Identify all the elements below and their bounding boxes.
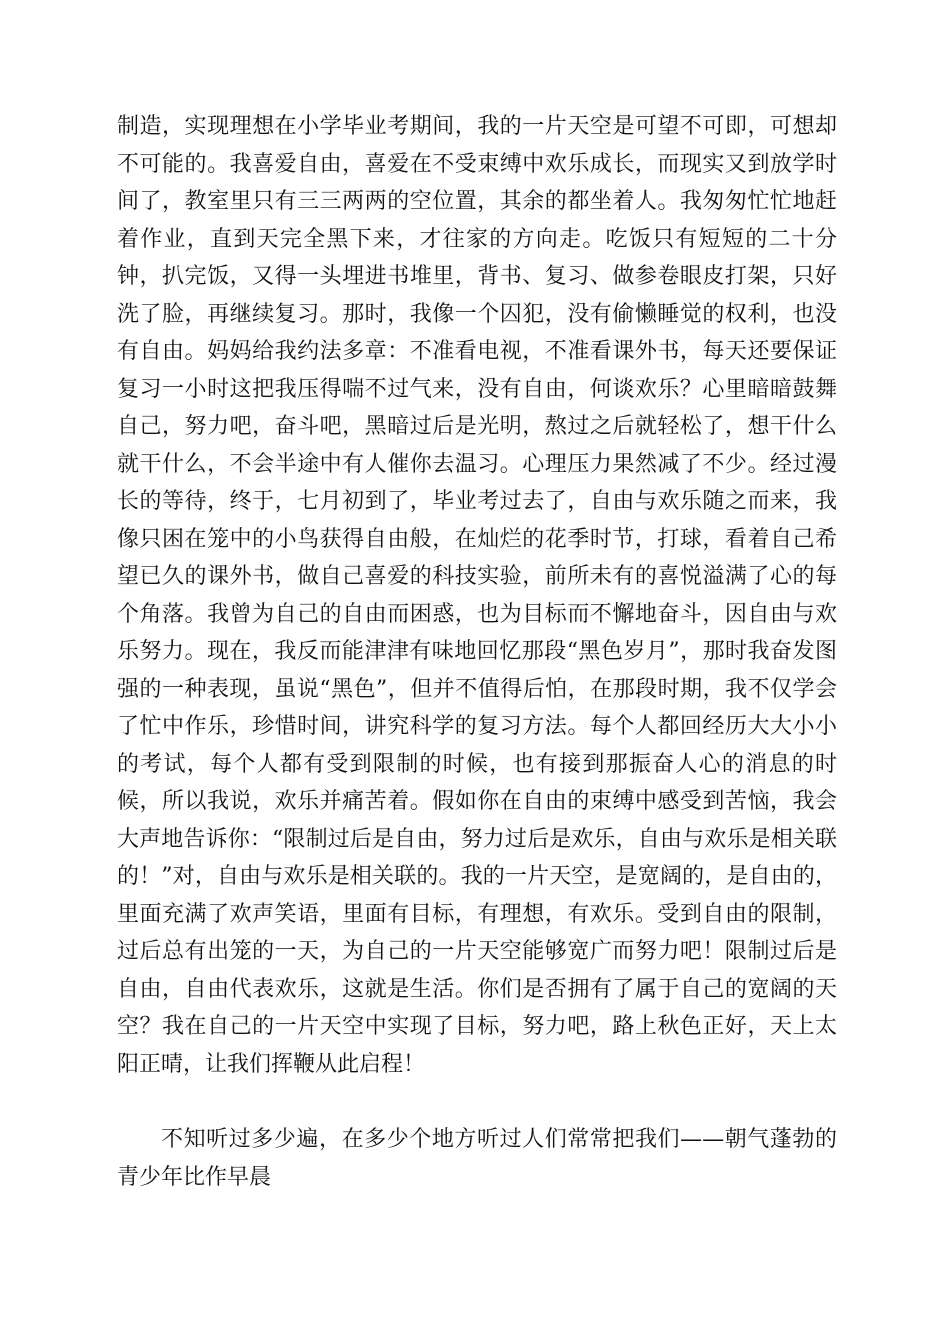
essay-paragraph-1: 制造，实现理想在小学毕业考期间，我的一片天空是可望不可即，可想却不可能的。我喜爱自由，喜爱在不受束缚中欢乐成长，而现实又到放学时间了，教室里只有三三两两的空位置，其余的都坐着人。我匆匆忙忙地赶着作业，直到天完全黑下来，才往家的方向走。吃饭只有短短的二十分钟，扒完饭，又得一头埋进书堆里，背书、复习、做参卷眼皮打架，只好洗了脸，再继续复习。那时，我像一个囚犯，没有偷懒睡觉的权利，也没有自由。妈妈给我约法多章：不准看电视，不准看课外书，每天还要保证复习一小时这把我压得喘不过气来，没有自由，何谈欢乐？心里暗暗鼓舞自己，努力吧，奋斗吧，黑暗过后是光明，熬过之后就轻松了，想干什么就干什么，不会半途中有人催你去温习。心理压力果然减了不少。经过漫长的等待，终于，七月初到了，毕业考过去了，自由与欢乐随之而来，我像只困在笼中的小鸟获得自由般，在灿烂的花季时节，打球，看着自己希望已久的课外书，做自己喜爱的科技实验，前所未有的喜悦溢满了心的每个角落。我曾为自己的自由而困惑，也为目标而不懈地奋斗，因自由与欢乐努力。现在，我反而能津津有味地回忆那段“黑色岁月”，那时我奋发图强的一种表现，虽说“黑色”，但并不值得后怕，在那段时期，我不仅学会了忙中作乐，珍惜时间，讲究科学的复习方法。每个人都回经历大大小小的考试，每个人都有受到限制的时候，也有接到那振奋人心的消息的时候，所以我说，欢乐并痛苦着。假如你在自由的束缚中感受到苦恼，我会大声地告诉你：“限制过后是自由，努力过后是欢乐，自由与欢乐是相关联的！”对，自由与欢乐是相关联的。我的一片天空，是宽阔的，是自由的，里面充满了欢声笑语，里面有目标，有理想，有欢乐。受到自由的限制，过后总有出笼的一天，为自己的一片天空能够宽广而努力吧！限制过后是自由，自由代表欢乐，这就是生活。你们是否拥有了属于自己的宽阔的天空？我在自己的一片天空中实现了目标，努力吧，路上秋色正好，天上太阳正晴，让我们挥鞭从此启程！ — [117, 114, 837, 1077]
essay-paragraph-2: 不知听过多少遍，在多少个地方听过人们常常把我们——朝气蓬勃的青少年比作早晨 — [117, 1127, 837, 1190]
